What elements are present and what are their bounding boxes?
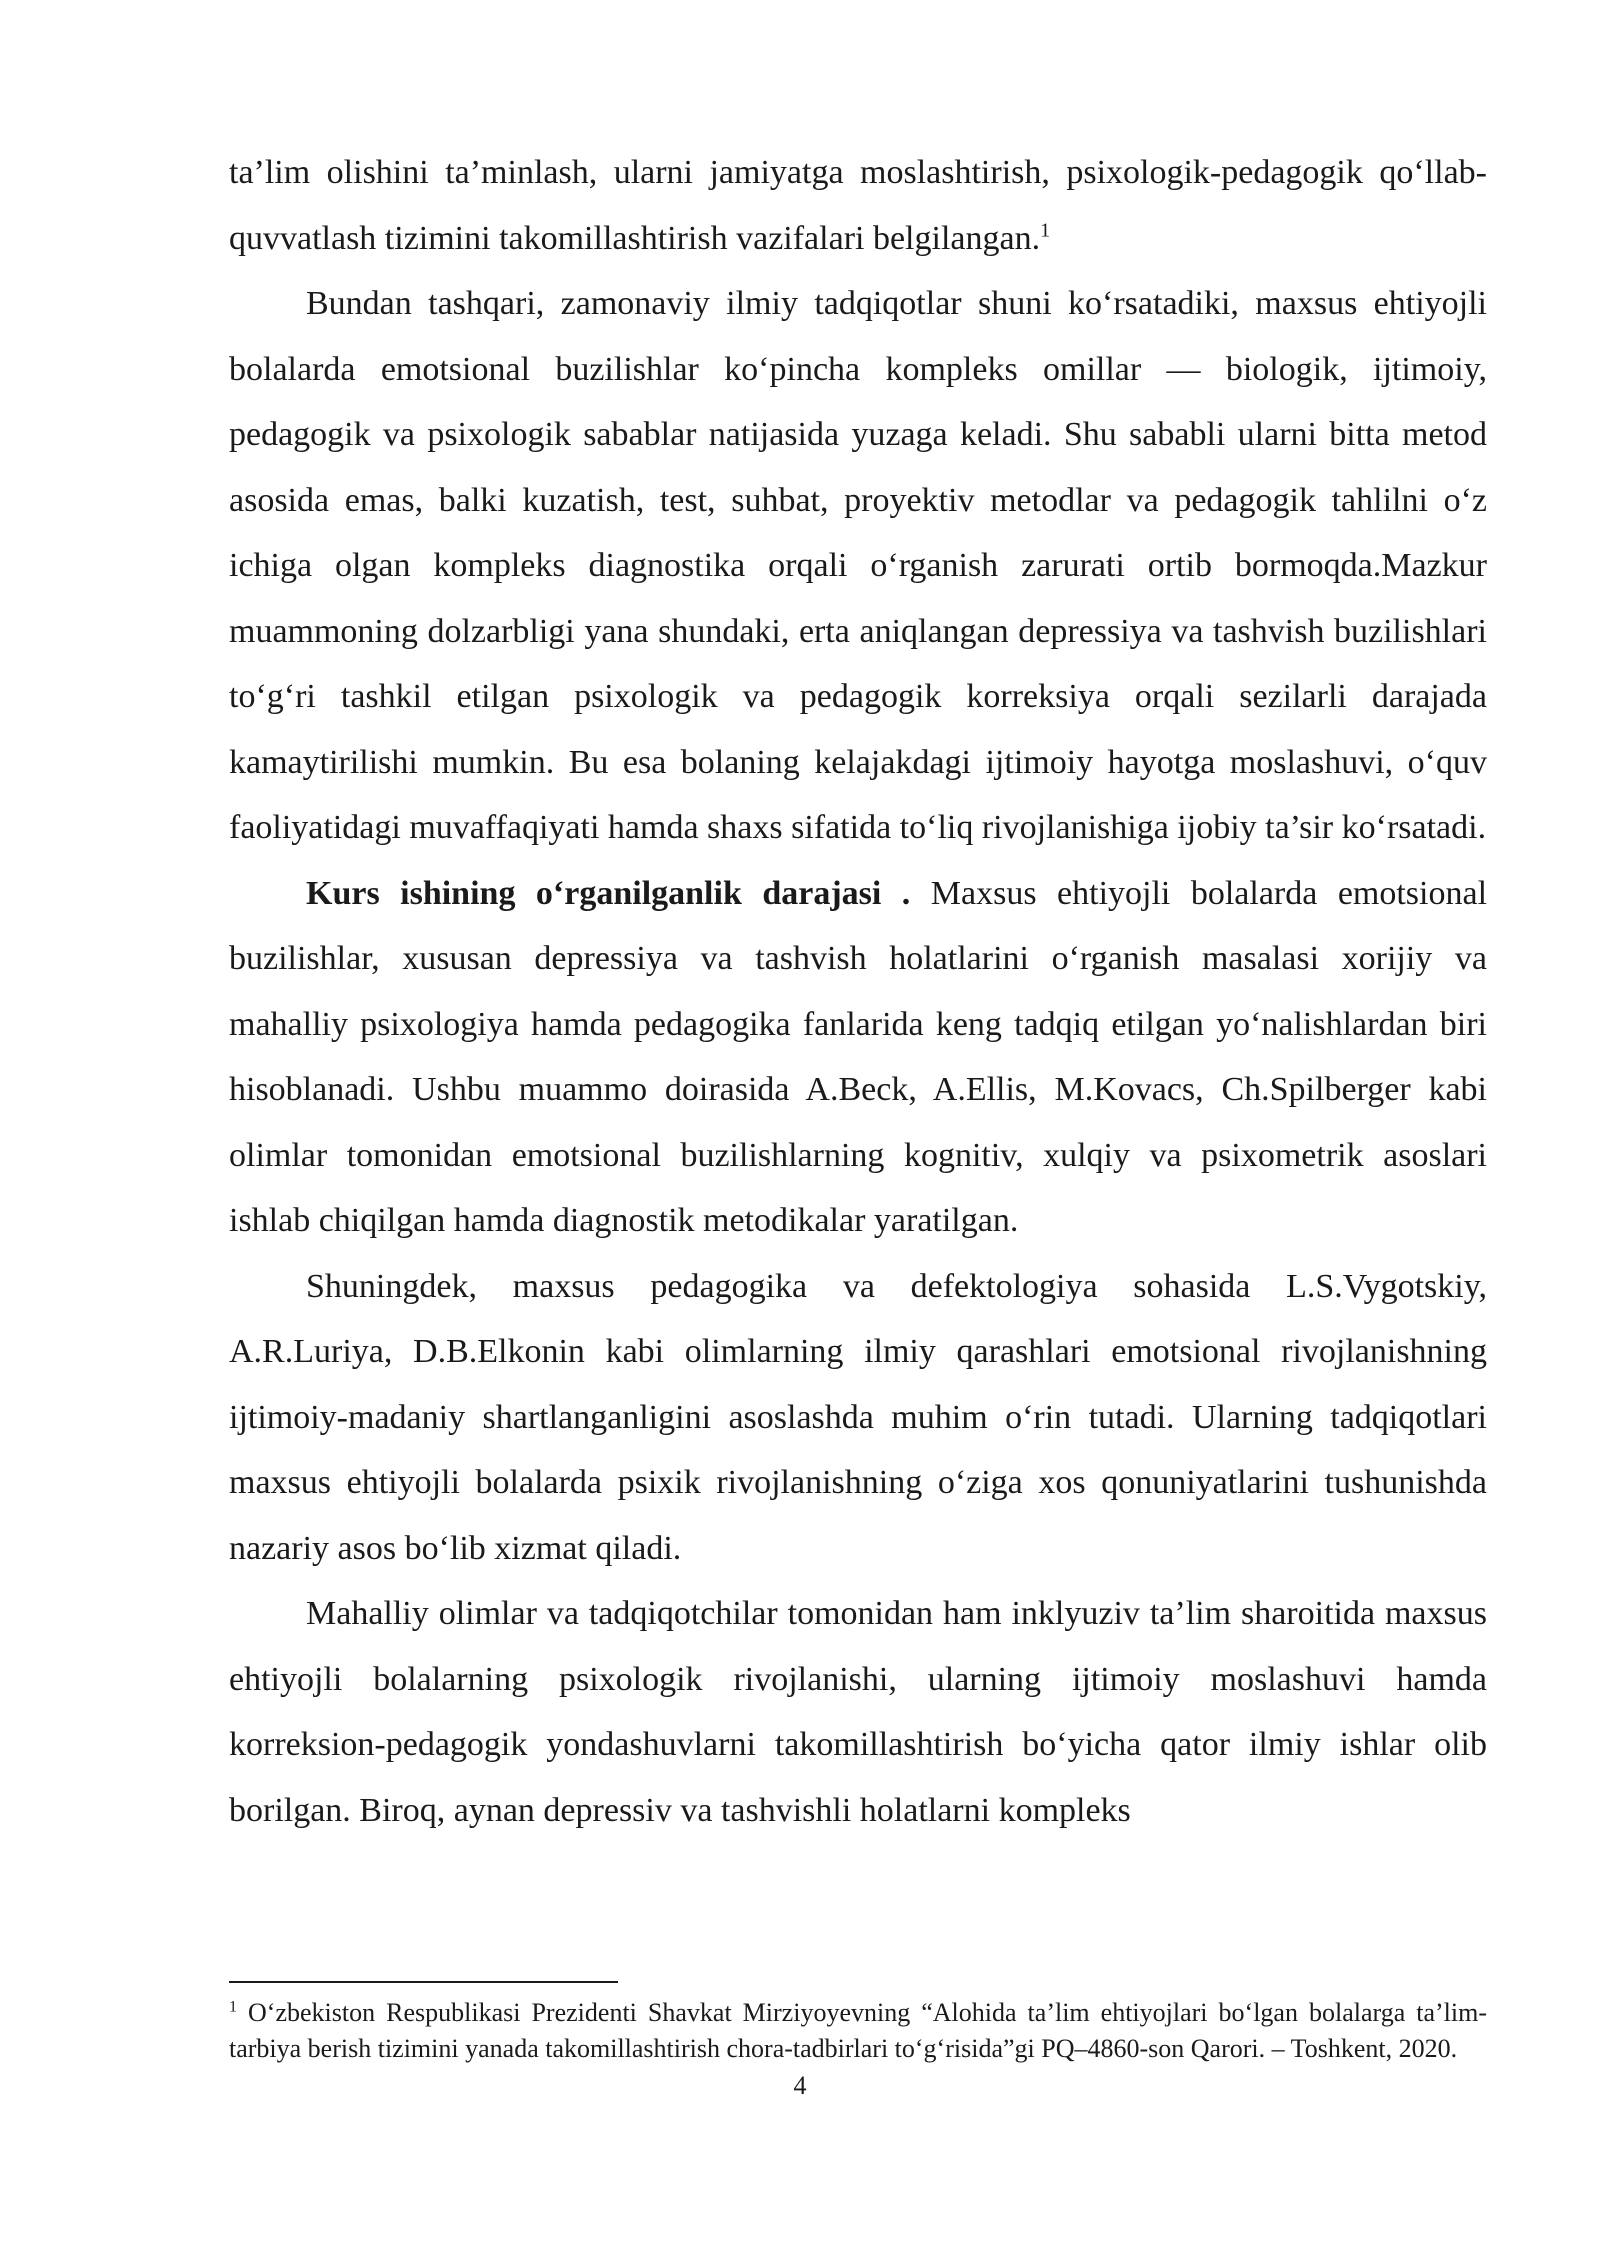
page-number: 4: [793, 2071, 807, 2100]
footnote-reference[interactable]: 1: [1040, 219, 1051, 242]
footnote-marker: 1: [229, 1998, 237, 2016]
page-body: [229, 140, 1487, 1843]
footnote-separator: [229, 1981, 618, 1983]
paragraph-1: [229, 140, 1487, 271]
paragraph-5: Mahalliy olimlar va tadqiqotchilar tomonidan ham inklyuziv ta’lim sharoitida maxsus ehtiyojli bolalarning psixologik rivojlanishi, ularning ijtimoiy moslashuvi hamda korreksion-pedagogik yondashuvlarni takomillashtirish bo‘yicha qator ilmiy ishlar olib borilgan. Biroq, aynan depressiv va tashvishli holatlarni kompleks: [229, 1595, 1487, 1829]
paragraph-3-text: Maxsus ehtiyojli bolalarda emotsional buzilishlar, xususan depressiya va tashvish holatlarini o‘rganish masalasi xorijiy va mahalliy psixologiya hamda pedagogika fanlarida keng tadqiq etilgan yo‘nalishlardan biri hisoblanadi. Ushbu muammo doirasida A.Beck, A.Ellis, M.Kovacs, Ch.Spilberger kabi olimlar tomonidan emotsional buzilishlarning kognitiv, xulqiy va psixometrik asoslari ishlab chiqilgan hamda diagnostik metodikalar yaratilgan.: [229, 874, 1488, 1239]
footnote-text: O‘zbekiston Respublikasi Prezidenti Shavkat Mirziyoyevning “Alohida ta’lim ehtiyojlari bo‘lgan bolalarga ta’lim-tarbiya berish tizimini yanada takomillashtirish chora-tadbirlari to‘g‘risida”gi PQ–4860-son Qarori. – Toshkent, 2020.: [229, 1998, 1488, 2063]
paragraph-4: Shuningdek, maxsus pedagogika va defektologiya sohasida L.S.Vygotskiy, A.R.Luriya, D.B.Elkonin kabi olimlarning ilmiy qarashlari emotsional rivojlanishning ijtimoiy-madaniy shartlanganligini asoslashda muhim o‘rin tutadi. Ularning tadqiqotlari maxsus ehtiyojli bolalarda psixik rivojlanishning o‘ziga xos qonuniyatlarini tushunishda nazariy asos bo‘lib xizmat qiladi.: [229, 1267, 1487, 1567]
footnote: [229, 1995, 1487, 2066]
section-heading: Kurs ishining o‘rganilganlik darajasi .: [306, 874, 911, 912]
paragraph-2: Bundan tashqari, zamonaviy ilmiy tadqiqotlar shuni ko‘rsatadiki, maxsus ehtiyojli bolalarda emotsional buzilishlar ko‘pincha kompleks omillar — biologik, ijtimoiy, pedagogik va psixologik sabablar natijasida yuzaga keladi. Shu sababli ularni bitta metod asosida emas, balki kuzatish, test, suhbat, proyektiv metodlar va pedagogik tahlilni o‘z ichiga olgan kompleks diagnostika orqali o‘rganish zarurati ortib bormoqda.Mazkur muammoning dolzarbligi yana shundaki, erta aniqlangan depressiya va tashvish buzilishlari to‘g‘ri tashkil etilgan psixologik va pedagogik korreksiya orqali sezilarli darajada kamaytirilishi mumkin. Bu esa bolaning kelajakdagi ijtimoiy hayotga moslashuvi, o‘quv faoliyatidagi muvaffaqiyati hamda shaxs sifatida to‘liq rivojlanishiga ijobiy ta’sir ko‘rsatadi.: [229, 285, 1487, 846]
paragraph-3: [229, 861, 1487, 1254]
paragraph-1-text: ta’lim olishini ta’minlash, ularni jamiyatga moslashtirish, psixologik-pedagogik qo‘llab-quvvatlash tizimini takomillashtirish vazifalari belgilangan.: [229, 154, 1487, 257]
